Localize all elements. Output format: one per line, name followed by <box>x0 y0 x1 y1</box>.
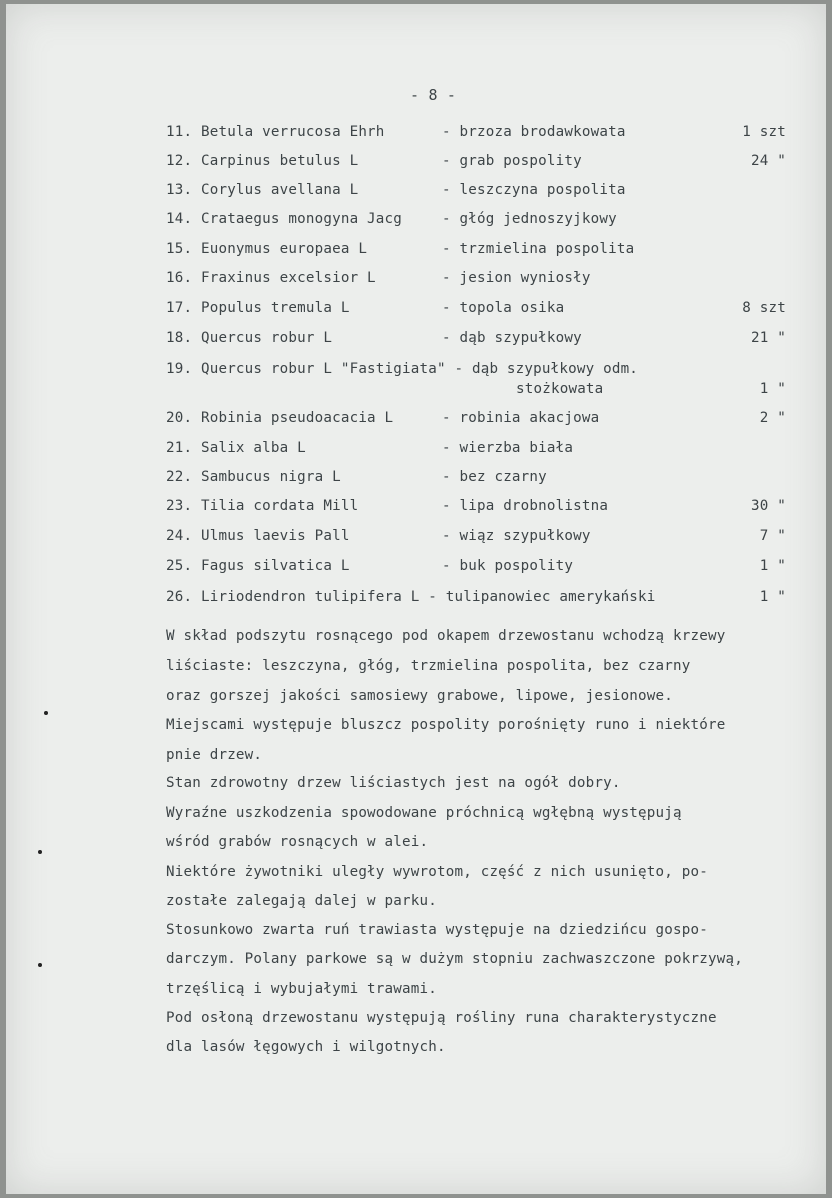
row19-continuation: stożkowata <box>516 381 604 397</box>
species-row <box>0 558 832 578</box>
species-row <box>0 182 832 202</box>
quantity: 8 szt <box>742 300 786 316</box>
polish-name: - dąb szypułkowy <box>442 330 582 346</box>
species-row <box>0 124 832 144</box>
latin-name: 20. Robinia pseudoacacia L <box>166 410 394 426</box>
species-row <box>0 410 832 430</box>
polish-name: - brzoza brodawkowata <box>442 124 626 140</box>
species-row <box>0 300 832 320</box>
paragraph-line: Stosunkowo zwarta ruń trawiasta występuje na dziedzińcu gospo- <box>166 922 708 938</box>
species-row <box>0 589 832 609</box>
latin-name: 17. Populus tremula L <box>166 300 350 316</box>
quantity: 21 " <box>751 330 786 346</box>
paragraph-line: liściaste: leszczyna, głóg, trzmielina pospolita, bez czarny <box>166 658 691 674</box>
species-row <box>0 440 832 460</box>
latin-name: 12. Carpinus betulus L <box>166 153 359 169</box>
paragraph-line: Wyraźne uszkodzenia spowodowane próchnicą wgłębną występują <box>166 805 682 821</box>
margin-dot <box>38 963 42 967</box>
page-number: - 8 - <box>410 86 457 104</box>
paragraph-line: Miejscami występuje bluszcz pospolity porośnięty runo i niektóre <box>166 717 726 733</box>
species-row <box>0 211 832 231</box>
polish-name: - trzmielina pospolita <box>442 241 635 257</box>
latin-name: 24. Ulmus laevis Pall <box>166 528 350 544</box>
polish-name: - głóg jednoszyjkowy <box>442 211 617 227</box>
species-row <box>0 241 832 261</box>
latin-name: 25. Fagus silvatica L <box>166 558 350 574</box>
paragraph-line: wśród grabów rosnących w alei. <box>166 834 429 850</box>
paragraph-line: W skład podszytu rosnącego pod okapem drzewostanu wchodzą krzewy <box>166 628 726 644</box>
species-row <box>0 498 832 518</box>
polish-name: - topola osika <box>442 300 565 316</box>
latin-name: 19. Quercus robur L "Fastigiata" - dąb szypułkowy odm. <box>166 361 639 377</box>
species-row <box>0 330 832 350</box>
polish-name: - wiąz szypułkowy <box>442 528 591 544</box>
polish-name: - grab pospolity <box>442 153 582 169</box>
paragraph-line: zostałe zalegają dalej w parku. <box>166 893 437 909</box>
species-row <box>0 528 832 548</box>
latin-name: 22. Sambucus nigra L <box>166 469 341 485</box>
row19-qty: 1 " <box>759 381 786 397</box>
paragraph-line: Pod osłoną drzewostanu występują rośliny runa charakterystyczne <box>166 1010 717 1026</box>
species-row <box>0 153 832 173</box>
latin-name: 13. Corylus avellana L <box>166 182 359 198</box>
polish-name: - bez czarny <box>442 469 547 485</box>
paragraph-line: pnie drzew. <box>166 747 263 763</box>
polish-name: - robinia akacjowa <box>442 410 600 426</box>
quantity: 7 " <box>759 528 786 544</box>
polish-name: - leszczyna pospolita <box>442 182 626 198</box>
species-row <box>0 270 832 290</box>
species-row <box>0 469 832 489</box>
latin-name: 23. Tilia cordata Mill <box>166 498 359 514</box>
latin-name: 26. Liriodendron tulipifera L - tulipanowiec amerykański <box>166 589 656 605</box>
latin-name: 11. Betula verrucosa Ehrh <box>166 124 385 140</box>
paragraph-line: trzęślicą i wybujałymi trawami. <box>166 981 437 997</box>
latin-name: 21. Salix alba L <box>166 440 306 456</box>
paragraph-line: dla lasów łęgowych i wilgotnych. <box>166 1039 446 1055</box>
margin-dot <box>38 850 42 854</box>
paragraph-line: Niektóre żywotniki uległy wywrotom, część z nich usunięto, po- <box>166 864 708 880</box>
latin-name: 14. Crataegus monogyna Jacg <box>166 211 403 227</box>
paragraph-line: Stan zdrowotny drzew liściastych jest na ogół dobry. <box>166 775 621 791</box>
polish-name: - wierzba biała <box>442 440 574 456</box>
polish-name: - buk pospolity <box>442 558 574 574</box>
species-row <box>0 361 832 381</box>
paragraph-line: oraz gorszej jakości samosiewy grabowe, lipowe, jesionowe. <box>166 688 674 704</box>
quantity: 1 " <box>759 589 786 605</box>
latin-name: 18. Quercus robur L <box>166 330 333 346</box>
polish-name: - jesion wyniosły <box>442 270 591 286</box>
latin-name: 15. Euonymus europaea L <box>166 241 368 257</box>
latin-name: 16. Fraxinus excelsior L <box>166 270 376 286</box>
quantity: 1 szt <box>742 124 786 140</box>
margin-dot <box>44 711 48 715</box>
quantity: 24 " <box>751 153 786 169</box>
quantity: 30 " <box>751 498 786 514</box>
quantity: 1 " <box>759 558 786 574</box>
polish-name: - lipa drobnolistna <box>442 498 609 514</box>
quantity: 2 " <box>759 410 786 426</box>
paragraph-line: darczym. Polany parkowe są w dużym stopniu zachwaszczone pokrzywą, <box>166 951 743 967</box>
